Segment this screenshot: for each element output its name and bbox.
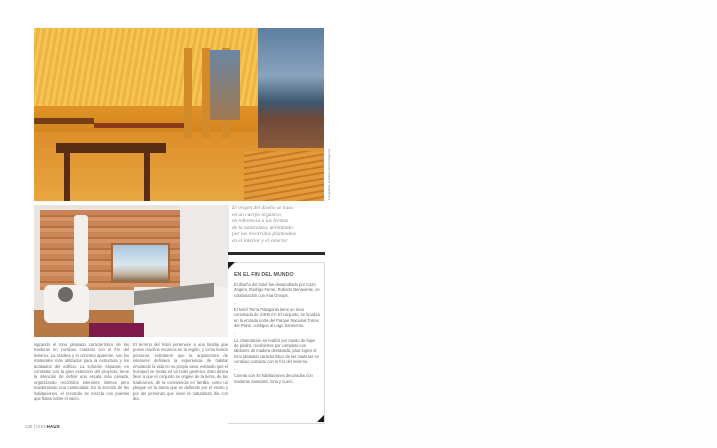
- photo-table-leg: [144, 153, 150, 201]
- body-column-1: [34, 342, 129, 401]
- photo-cushion: [58, 287, 73, 302]
- pull-quote-line: de la naturaleza, delimitado: [232, 224, 293, 231]
- photo-white-wall: [180, 205, 229, 295]
- magazine-brand-prefix: CHIC: [35, 424, 47, 429]
- photo-table: [56, 143, 166, 153]
- body-column-2: [133, 342, 228, 401]
- photo-table: [34, 118, 94, 124]
- photo-window: [210, 50, 240, 120]
- page-folio: [25, 424, 60, 429]
- sidebar-body: [234, 282, 320, 387]
- pull-quote-line: en referencia a las formas: [232, 218, 289, 224]
- photo-rug: [89, 323, 144, 337]
- pull-quote-line: en un cuerpo orgánico,: [232, 211, 283, 218]
- sidebar-paragraph: La cimentación se realizó por medio de fajas de piedra, recubiertos por completo con tablones de madera deslavada, para lograr el tono plateado característico de las maderas en continuo contacto con el frío del invierno.: [234, 337, 320, 364]
- photo-window: [111, 243, 170, 283]
- pull-quote: [232, 205, 327, 244]
- photo-credit: Fotografías: Cortesía Tierra Patagonia: [327, 148, 331, 200]
- sidebar-separator: -: [234, 300, 236, 306]
- sidebar-paragraph: Cuenta con 40 habitaciones decoradas con maderas naturales, lona y cuero.: [234, 373, 313, 384]
- corner-accent-bottom-right: [317, 415, 324, 422]
- corner-accent-top-left: [228, 262, 235, 269]
- sidebar-separator: -: [234, 367, 236, 373]
- photo-pillar: [184, 48, 192, 138]
- sidebar-separator: -: [234, 331, 236, 337]
- magazine-brand: HAUS: [46, 424, 60, 429]
- bedroom-photo: [34, 205, 229, 337]
- pull-quote-line: en el interior y el exterior: [232, 237, 288, 244]
- magazine-page-left: [0, 0, 358, 448]
- body-text: lograndо el tono plateado característico de las maderas en continuo contacto con el frío del invierno. La madera y el concreto aparente, son los materiales más utilizados para la estructura y los acabados del edificio. La solución espacial, en contraste con la gran extensión del proyecto, tiene la intención de definir una escala más privada, organizando recorridos interiores íntimos pero manteniendo una continuidad. En la sección de las habitaciones, el recorrido se mezcla con puertas que flotan sobre el vacío.: [34, 342, 129, 402]
- photo-table: [94, 123, 184, 128]
- photo-niche: [74, 215, 88, 285]
- body-text: El terreno del hotel pertenece a una familia que posee muchos recursos en la región, y como ilusión personal, solicitaron que la arquitectura de interiores definiera la experiencia de habitar emulando la vida en su propia casa, evitando que el huésped se sienta en un hotel genérico. Esto desea llevo a que el conjunto se origine de la tierra, de las tradiciones, de la convivencia en familia, como un pliegue en la arena que se defiende por el viento y por las personas que viven la naturaleza día con día.: [133, 342, 228, 402]
- pull-quote-line: El origen del diseño se basa: [232, 205, 293, 211]
- photo-window-view: [258, 28, 324, 148]
- page-number: 130: [25, 424, 33, 429]
- photo-pillar: [202, 48, 210, 138]
- restaurant-photo: [34, 28, 324, 201]
- photo-table-leg: [64, 153, 70, 201]
- photo-bench: [244, 151, 324, 201]
- divider-rule: [228, 252, 325, 255]
- folio-separator: |: [33, 424, 35, 429]
- magazine-page-right: [358, 0, 717, 448]
- sidebar-paragraph: El diseño del hotel fue desarrollado por Cazú Zegers, Rodrigo Ferrer, Roberto Benavente, en colaboración con Ana Groups.: [234, 282, 320, 298]
- sidebar-paragraph: El hotel Tierra Patagonia tiene un área construida de 4,900 m². El conjunto, se localiza en la entrada norte del Parque Nacional Torres del Paine, contiguo al Lago Sarmiento.: [234, 307, 320, 329]
- pull-quote-line: por los recorridos planteados: [232, 231, 297, 237]
- sidebar-title: EN EL FIN DEL MUNDO: [234, 272, 294, 278]
